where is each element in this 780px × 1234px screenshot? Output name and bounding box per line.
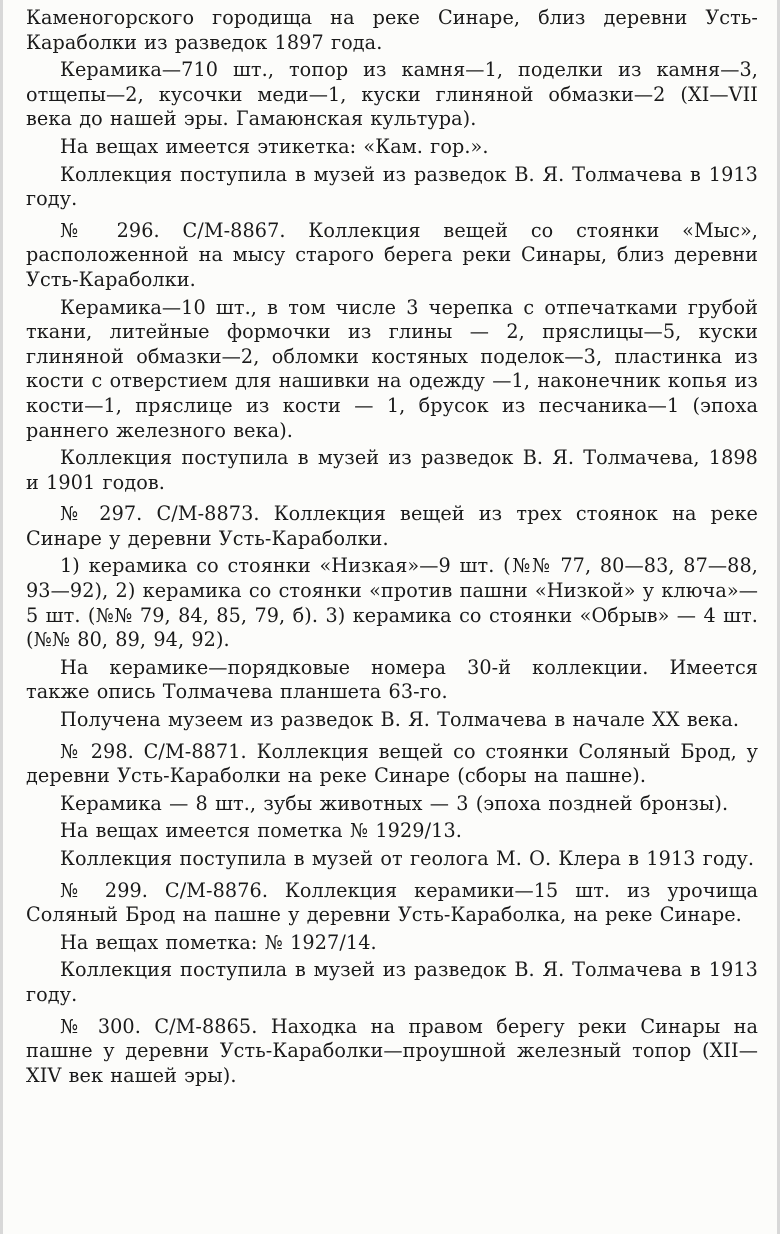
- entry-297-heading: № 297. С/М-8873. Коллекция вещей из трех стоянок на реке Синаре у деревни Усть-Караболки.: [26, 502, 758, 550]
- entry-299-heading: № 299. С/М-8876. Коллекция керамики—15 шт. из урочища Соляный Брод на пашне у деревни Усть-Караболка, на реке Синаре.: [26, 878, 758, 927]
- entry-298-mark-note: На вещах имеется пометка № 1929/13.: [60, 819, 462, 843]
- entry-297-numbers-note: На керамике—порядковые номера 30-й коллекции. Имеется также опись Толмачева планшета 63-го.: [26, 655, 758, 704]
- paragraph-inventory: Керамика—710 шт., топор из камня—1, поделки из камня—3, отщепы—2, кусочки меди—1, куски глиняной обмазки—2 (XI—VII века до нашей эры. Гамаюнская культура).: [26, 58, 758, 131]
- entry-297-inventory: 1) керамика со стоянки «Низкая»—9 шт. (№№ 77, 80—83, 87—88, 93—92), 2) керамика со стоянки «против пашни «Низкой» у ключа»—5 шт. (№№ 79, 84, 85, 79, б). 3) керамика со стоянки «Обрыв» — 4 шт. (№№ 80, 89, 94, 92).: [26, 554, 758, 652]
- paragraph-label-note: На вещах имеется этикетка: «Кам. гор.».: [60, 134, 489, 158]
- entry-299-provenance: Коллекция поступила в музей из разведок В. Я. Толмачева в 1913 году.: [26, 958, 758, 1006]
- entry-298-provenance: Коллекция поступила в музей от геолога М. О. Клера в 1913 году.: [60, 847, 755, 870]
- entry-300-heading: № 300. С/М-8865. Находка на правом берегу реки Синары на пашне у деревни Усть-Караболки—проушной железный топор (XII—XIV век нашей эры).: [26, 1014, 758, 1087]
- paragraph-continuation: Каменогорского городища на реке Синаре, близ деревни Усть-Караболки из разведок 1897 года.: [26, 6, 758, 54]
- scan-edge-left: [0, 0, 3, 1234]
- paragraph-provenance: Коллекция поступила в музей из разведок В. Я. Толмачева в 1913 году.: [26, 162, 758, 211]
- entry-297-provenance: Получена музеем из разведок В. Я. Толмачева в начале XX века.: [60, 708, 740, 732]
- entry-296-heading: № 296. С/М-8867. Коллекция вещей со стоянки «Мыс», расположенной на мысу старого берега реки Синары, близ деревни Усть-Караболки.: [26, 218, 758, 291]
- entry-296-inventory: Керамика—10 шт., в том числе 3 черепка с отпечатками грубой ткани, литейные формочки из глины — 2, пряслицы—5, куски глиняной обмазки—2, обломки костяных поделок—3, пластинка из кости с отверстием для нашивки на одежду —1, наконечник копья из кости—1, пряслице из кости — 1, брусок из песчаника—1 (эпоха раннего железного века).: [26, 295, 758, 442]
- entry-298-inventory: Керамика — 8 шт., зубы животных — 3 (эпоха поздней бронзы).: [60, 791, 729, 815]
- entry-298-heading: № 298. С/М-8871. Коллекция вещей со стоянки Соляный Брод, у деревни Усть-Караболки на реке Синаре (сборы на пашне).: [26, 739, 758, 788]
- document-body: [26, 6, 758, 1088]
- entry-299-mark-note: На вещах пометка: № 1927/14.: [60, 930, 377, 954]
- entry-296-provenance: Коллекция поступила в музей из разведок В. Я. Толмачева, 1898 и 1901 годов.: [26, 446, 758, 494]
